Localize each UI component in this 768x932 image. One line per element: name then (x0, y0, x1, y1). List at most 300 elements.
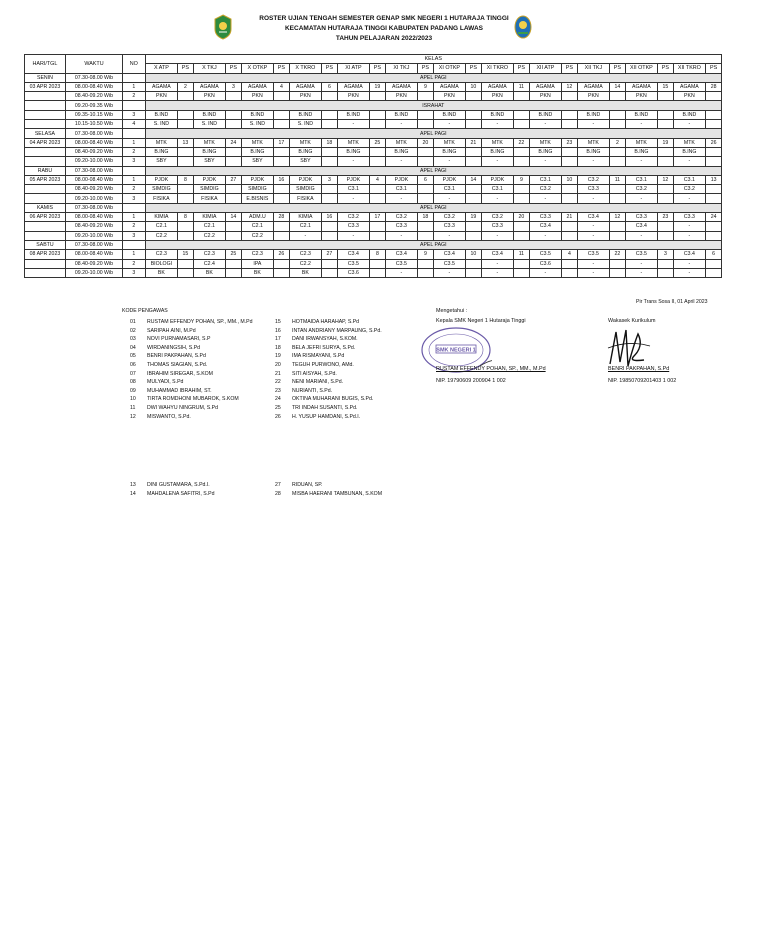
subject-cell: - (529, 157, 562, 166)
supervisor-code: 02 (130, 327, 136, 334)
time-cell: 09.20-10.00 Wib (65, 268, 122, 277)
supervisor-code-cell: 11 (514, 250, 529, 259)
supervisor-code-cell (370, 231, 385, 240)
subject-cell: MTK (385, 138, 418, 147)
subject-cell: PKN (481, 92, 514, 101)
subject-cell: FISIKA (145, 194, 178, 203)
supervisor-code-cell (706, 157, 722, 166)
supervisor-name: DWI WAHYU NINGRUM, S.Pd (147, 405, 218, 411)
subject-cell: BK (241, 268, 274, 277)
supervisor-code-cell (562, 120, 577, 129)
no-cell: 3 (123, 268, 145, 277)
subject-cell: C3.3 (433, 222, 466, 231)
subject-cell: BK (145, 268, 178, 277)
subject-cell: C3.5 (625, 250, 658, 259)
subject-cell: - (385, 268, 418, 277)
supervisor-name: RIDUAN, SP. (292, 482, 323, 488)
header-subtitle: KECAMATAN HUTARAJA TINGGI KABUPATEN PADANG LAWAS (284, 25, 483, 32)
subject-cell: C2.3 (289, 250, 322, 259)
subject-cell: B.ING (577, 147, 610, 156)
day-cell: 05 APR 2023 (25, 175, 66, 184)
table-row (25, 82, 722, 91)
subject-cell: MTK (481, 138, 514, 147)
subject-cell: B.ING (241, 147, 274, 156)
supervisor-entry (275, 491, 382, 497)
supervisor-entry (275, 388, 332, 394)
subject-cell: B.ING (673, 147, 706, 156)
supervisor-name: IBRAHIM SIREGAR, S.KOM (147, 370, 214, 377)
day-cell (25, 92, 66, 101)
supervisor-name: WIRDANINGSIH, S.Pd (147, 344, 201, 351)
table-row (25, 194, 722, 203)
subject-cell: C3.4 (481, 250, 514, 259)
supervisor-code-cell (226, 185, 241, 194)
supervisor-code-cell (274, 268, 289, 277)
supervisor-code-cell: 19 (466, 213, 481, 222)
subject-cell: B.IND (625, 110, 658, 119)
subject-cell: B.ING (481, 147, 514, 156)
subject-cell: C3.1 (481, 185, 514, 194)
table-row (25, 259, 722, 268)
supervisor-code-cell (466, 194, 481, 203)
supervisor-code: 05 (130, 353, 136, 360)
day-cell: 08 APR 2023 (25, 250, 66, 259)
supervisor-code-cell (178, 194, 193, 203)
subject-cell: C2.2 (193, 231, 226, 240)
supervisor-code-cell (466, 120, 481, 129)
supervisor-code: 15 (275, 319, 281, 325)
session-banner: APEL PAGI (145, 240, 721, 249)
subject-cell: - (433, 194, 466, 203)
subject-cell: C3.4 (433, 250, 466, 259)
subject-cell: AGAMA (577, 82, 610, 91)
subject-cell: PKN (577, 92, 610, 101)
subject-cell: SIMDIG (241, 185, 274, 194)
supervisor-code-cell (178, 222, 193, 231)
subject-cell: - (433, 120, 466, 129)
supervisor-code-cell (706, 231, 722, 240)
supervisor-name: TRI INDAH SUSANTI, S.Pd. (292, 405, 358, 411)
supervisor-code-cell (658, 157, 673, 166)
supervisor-code-cell: 2 (610, 138, 625, 147)
subject-cell: PJOK (337, 175, 370, 184)
supervisor-code-cell (658, 222, 673, 231)
supervisor-code-cell (322, 185, 337, 194)
supervisor-code-cell (178, 259, 193, 268)
time-cell: 09.20-09.35 Wib (65, 101, 122, 110)
subject-cell: C3.3 (385, 222, 418, 231)
subject-cell: PKN (673, 92, 706, 101)
supervisor-code: 06 (130, 362, 136, 368)
supervisor-name: THOMAS SIAGIAN, S.Pd. (147, 362, 208, 368)
supervisor-entry (275, 414, 360, 420)
supervisor-code-cell: 19 (370, 82, 385, 91)
time-cell: 10.15-10.50 Wib (65, 120, 122, 129)
ps-header: PS (370, 64, 385, 73)
supervisor-code-cell (610, 92, 625, 101)
supervisor-code-cell (418, 147, 433, 156)
no-cell: 1 (123, 175, 145, 184)
subject-cell: B.ING (193, 147, 226, 156)
subject-cell: B.IND (529, 110, 562, 119)
supervisor-code-cell: 21 (562, 213, 577, 222)
supervisor-code-cell (274, 92, 289, 101)
supervisor-code-cell: 22 (610, 250, 625, 259)
supervisor-code-cell (658, 92, 673, 101)
class-header: XII TKRO (673, 64, 706, 73)
supervisor-code-cell (178, 268, 193, 277)
supervisor-code-cell (418, 259, 433, 268)
supervisor-code-cell: 23 (562, 138, 577, 147)
subject-cell: - (577, 259, 610, 268)
table-row (25, 92, 722, 101)
subject-cell: S. IND (289, 120, 322, 129)
day-cell (25, 157, 66, 166)
time-cell: 08.00-08.40 Wib (65, 175, 122, 184)
subject-cell: C3.1 (625, 175, 658, 184)
subject-cell: PKN (193, 92, 226, 101)
supervisor-code-cell (226, 268, 241, 277)
supervisor-code-cell: 15 (178, 250, 193, 259)
subject-cell: FISIKA (193, 194, 226, 203)
subject-cell: C3.5 (337, 259, 370, 268)
supervisor-code-cell (370, 110, 385, 119)
class-header: X OTKP (241, 64, 274, 73)
supervisor-code: 04 (130, 344, 136, 351)
table-row (25, 268, 722, 277)
supervisor-code-cell: 15 (658, 82, 673, 91)
subject-cell: - (673, 194, 706, 203)
supervisor-code-cell: 3 (658, 250, 673, 259)
principal-title: Kepala SMK Negeri 1 Hutaraja Tinggi (436, 318, 526, 324)
supervisor-name: SITI AISYAH, S.Pd. (292, 370, 337, 377)
subject-cell: - (337, 120, 370, 129)
subject-cell: - (625, 120, 658, 129)
table-row (25, 129, 722, 138)
supervisor-code-cell (610, 194, 625, 203)
supervisor-code-cell: 19 (658, 138, 673, 147)
supervisor-code-cell (226, 120, 241, 129)
day-cell: 04 APR 2023 (25, 138, 66, 147)
time-cell: 08.40-09.20 Wib (65, 222, 122, 231)
supervisor-name: NENI MARIANI, S.Pd. (292, 379, 344, 386)
subject-cell: C3.2 (673, 185, 706, 194)
supervisor-code-cell: 26 (274, 250, 289, 259)
supervisor-code: 25 (275, 405, 281, 411)
supervisor-code-cell (418, 268, 433, 277)
supervisor-code-cell: 25 (226, 250, 241, 259)
subject-cell: PKN (241, 92, 274, 101)
supervisor-code-cell (226, 222, 241, 231)
subject-cell: C3.6 (529, 259, 562, 268)
supervisor-code-cell (370, 185, 385, 194)
supervisor-code-cell: 9 (418, 82, 433, 91)
subject-cell: PJOK (145, 175, 178, 184)
subject-cell: B.IND (337, 110, 370, 119)
time-cell: 08.40-09.20 Wib (65, 185, 122, 194)
ps-header: PS (706, 64, 722, 73)
supervisor-code-cell (274, 231, 289, 240)
subject-cell: C3.1 (529, 175, 562, 184)
supervisor-code-cell: 14 (466, 175, 481, 184)
supervisor-name: MUHAMMAD IBRAHIM, ST. (147, 387, 212, 394)
class-header: X TKJ (193, 64, 226, 73)
time-cell: 08.40-09.20 Wib (65, 259, 122, 268)
supervisor-code-cell (562, 157, 577, 166)
supervisor-code-cell (706, 147, 722, 156)
table-row (25, 101, 722, 110)
supervisor-code-cell (610, 259, 625, 268)
supervisor-code-cell (658, 185, 673, 194)
supervisor-code-cell (562, 92, 577, 101)
subject-cell: AGAMA (481, 82, 514, 91)
subject-cell: MTK (529, 138, 562, 147)
subject-cell: C3.3 (481, 222, 514, 231)
supervisor-name: IMA RISMAYANI, S.Pd (292, 353, 345, 360)
table-row (25, 222, 722, 231)
subject-cell: C3.2 (529, 185, 562, 194)
supervisor-entry (130, 491, 214, 497)
class-header: X TKRO (289, 64, 322, 73)
class-header: XI ATP (337, 64, 370, 73)
subject-cell: - (337, 157, 370, 166)
supervisor-code-cell: 12 (658, 175, 673, 184)
subject-cell: - (673, 222, 706, 231)
subject-cell: C3.3 (529, 213, 562, 222)
supervisor-code-cell (370, 157, 385, 166)
supervisor-code-cell: 4 (562, 250, 577, 259)
supervisor-code: 20 (275, 362, 281, 368)
time-cell: 08.00-08.40 Wib (65, 213, 122, 222)
no-cell: 1 (123, 138, 145, 147)
subject-cell: - (625, 231, 658, 240)
subject-cell: MTK (193, 138, 226, 147)
subject-cell: B.ING (337, 147, 370, 156)
session-banner: APEL PAGI (145, 166, 721, 175)
class-header: X ATP (145, 64, 178, 73)
supervisor-entry (275, 405, 357, 411)
supervisor-code-cell: 23 (658, 213, 673, 222)
supervisor-name: MISBA HAERANI TAMBUNAN, S.KOM (292, 490, 383, 497)
subject-cell: PKN (529, 92, 562, 101)
no-cell: 2 (123, 185, 145, 194)
subject-cell: - (433, 157, 466, 166)
supervisor-code-cell (658, 120, 673, 129)
supervisor-code-cell: 3 (226, 82, 241, 91)
header-year: TAHUN PELAJARAN 2022/2023 (335, 35, 433, 42)
subject-cell: B.ING (433, 147, 466, 156)
supervisor-code-cell (610, 231, 625, 240)
ps-header: PS (322, 64, 337, 73)
day-cell (25, 101, 66, 110)
supervisor-code-cell (706, 120, 722, 129)
supervisor-code-cell: 6 (706, 250, 722, 259)
supervisor-code-cell: 28 (706, 82, 722, 91)
subject-cell: C3.5 (529, 250, 562, 259)
subject-cell: - (481, 120, 514, 129)
supervisor-code-cell (706, 259, 722, 268)
subject-cell: MTK (433, 138, 466, 147)
supervisor-code-cell (322, 222, 337, 231)
day-cell (25, 194, 66, 203)
document-header (0, 14, 768, 44)
supervisor-code-cell: 18 (322, 138, 337, 147)
class-header: XII TKJ (577, 64, 610, 73)
subject-cell: C3.4 (577, 213, 610, 222)
day-cell (25, 110, 66, 119)
supervisor-name: INTAN ANDRIANY MARPAUNG, S.Pd. (292, 327, 382, 334)
subject-cell: - (337, 194, 370, 203)
subject-cell: SBY (289, 157, 322, 166)
vice-principal-signature (604, 326, 654, 370)
table-row (25, 231, 722, 240)
class-header: XII OTKP (625, 64, 658, 73)
subject-cell: C3.6 (337, 268, 370, 277)
time-cell: 07.30-08.00 Wib (65, 166, 122, 175)
supervisor-code: 18 (275, 344, 281, 351)
day-cell: 06 APR 2023 (25, 213, 66, 222)
day-cell (25, 259, 66, 268)
supervisor-code-cell (562, 222, 577, 231)
supervisor-code-cell (514, 120, 529, 129)
subject-cell: - (385, 120, 418, 129)
subject-cell: C3.1 (337, 185, 370, 194)
subject-cell: AGAMA (385, 82, 418, 91)
supervisor-entry (130, 388, 212, 394)
time-cell: 09.20-10.00 Wib (65, 157, 122, 166)
table-row (25, 213, 722, 222)
supervisor-code-cell (514, 110, 529, 119)
subject-cell: - (673, 268, 706, 277)
supervisor-code: 19 (275, 353, 281, 360)
ps-header: PS (514, 64, 529, 73)
subject-cell: C3.3 (337, 222, 370, 231)
supervisor-code-cell (610, 110, 625, 119)
subject-cell: - (433, 268, 466, 277)
supervisor-name: MAHDALENA SAFITRI, S.Pd (147, 490, 215, 497)
supervisor-code-cell (418, 92, 433, 101)
subject-cell: C3.2 (625, 185, 658, 194)
supervisor-code-cell (514, 157, 529, 166)
subject-cell: C3.4 (337, 250, 370, 259)
supervisor-code-cell (178, 110, 193, 119)
subject-cell: MTK (241, 138, 274, 147)
subject-cell: B.IND (577, 110, 610, 119)
subject-cell: SBY (193, 157, 226, 166)
no-cell: 1 (123, 213, 145, 222)
subject-cell: BK (289, 268, 322, 277)
exam-roster-table (24, 54, 722, 278)
supervisor-code-cell: 16 (274, 175, 289, 184)
subject-cell: B.IND (145, 110, 178, 119)
subject-cell: - (577, 231, 610, 240)
supervisor-code: 16 (275, 327, 281, 334)
table-row (25, 120, 722, 129)
supervisor-entry (275, 353, 344, 359)
subject-cell: C3.3 (577, 185, 610, 194)
supervisor-entry (275, 319, 359, 325)
no-cell (123, 240, 145, 249)
supervisor-code-cell: 10 (562, 175, 577, 184)
subject-cell: MTK (577, 138, 610, 147)
supervisor-code-cell: 12 (562, 82, 577, 91)
supervisor-entry (130, 362, 207, 368)
supervisor-code-cell (418, 194, 433, 203)
supervisor-code-cell (226, 92, 241, 101)
mengetahui-label: Mengetahui : (436, 308, 468, 314)
no-cell: 3 (123, 157, 145, 166)
subject-cell: AGAMA (625, 82, 658, 91)
supervisor-code: 01 (130, 319, 136, 325)
table-row (25, 250, 722, 259)
supervisor-name: OKTINA MUHARANI BUGIS, S.Pd. (292, 396, 374, 403)
supervisor-code-cell (706, 194, 722, 203)
subject-cell: - (289, 231, 322, 240)
subject-cell: E.BISNIS (241, 194, 274, 203)
subject-cell: MTK (673, 138, 706, 147)
supervisor-code-cell (562, 231, 577, 240)
supervisor-code-cell (610, 268, 625, 277)
subject-cell: AGAMA (433, 82, 466, 91)
supervisor-code: 07 (130, 370, 136, 377)
subject-cell: B.IND (433, 110, 466, 119)
supervisor-code-cell (514, 268, 529, 277)
subject-cell: C2.2 (289, 259, 322, 268)
supervisor-code-cell (658, 231, 673, 240)
no-cell (123, 129, 145, 138)
supervisor-code-cell: 17 (274, 138, 289, 147)
no-cell (123, 166, 145, 175)
supervisor-code-cell: 21 (466, 138, 481, 147)
supervisor-code-cell (274, 194, 289, 203)
supervisor-code-cell (658, 110, 673, 119)
supervisor-code-cell (178, 120, 193, 129)
subject-cell: B.IND (241, 110, 274, 119)
supervisor-code-cell: 27 (322, 250, 337, 259)
subject-cell: - (673, 120, 706, 129)
supervisor-code-cell: 4 (274, 82, 289, 91)
supervisor-entry (275, 328, 382, 334)
table-row (25, 73, 722, 82)
supervisor-code: 03 (130, 336, 136, 343)
subject-cell: - (385, 231, 418, 240)
supervisor-code-cell: 4 (370, 175, 385, 184)
supervisor-code-cell: 13 (178, 138, 193, 147)
supervisor-code-cell (370, 147, 385, 156)
time-cell: 07.30-08.00 Wib (65, 240, 122, 249)
subject-cell: PJOK (241, 175, 274, 184)
supervisor-code-cell (658, 268, 673, 277)
subject-cell: C2.3 (145, 250, 178, 259)
subject-cell: S. IND (193, 120, 226, 129)
col-header-waktu: WAKTU (65, 55, 122, 74)
subject-cell: PKN (145, 92, 178, 101)
subject-cell: C3.1 (433, 185, 466, 194)
subject-cell: B.ING (145, 147, 178, 156)
supervisor-code-cell (418, 231, 433, 240)
supervisor-code-cell (274, 222, 289, 231)
supervisor-code-cell: 25 (370, 138, 385, 147)
supervisor-code-cell (706, 185, 722, 194)
supervisor-code-cell: 20 (418, 138, 433, 147)
subject-cell: - (481, 231, 514, 240)
supervisor-entry (130, 482, 210, 488)
table-row (25, 138, 722, 147)
subject-cell: - (481, 268, 514, 277)
subject-cell: - (385, 194, 418, 203)
supervisor-code-cell (322, 194, 337, 203)
subject-cell: SBY (241, 157, 274, 166)
